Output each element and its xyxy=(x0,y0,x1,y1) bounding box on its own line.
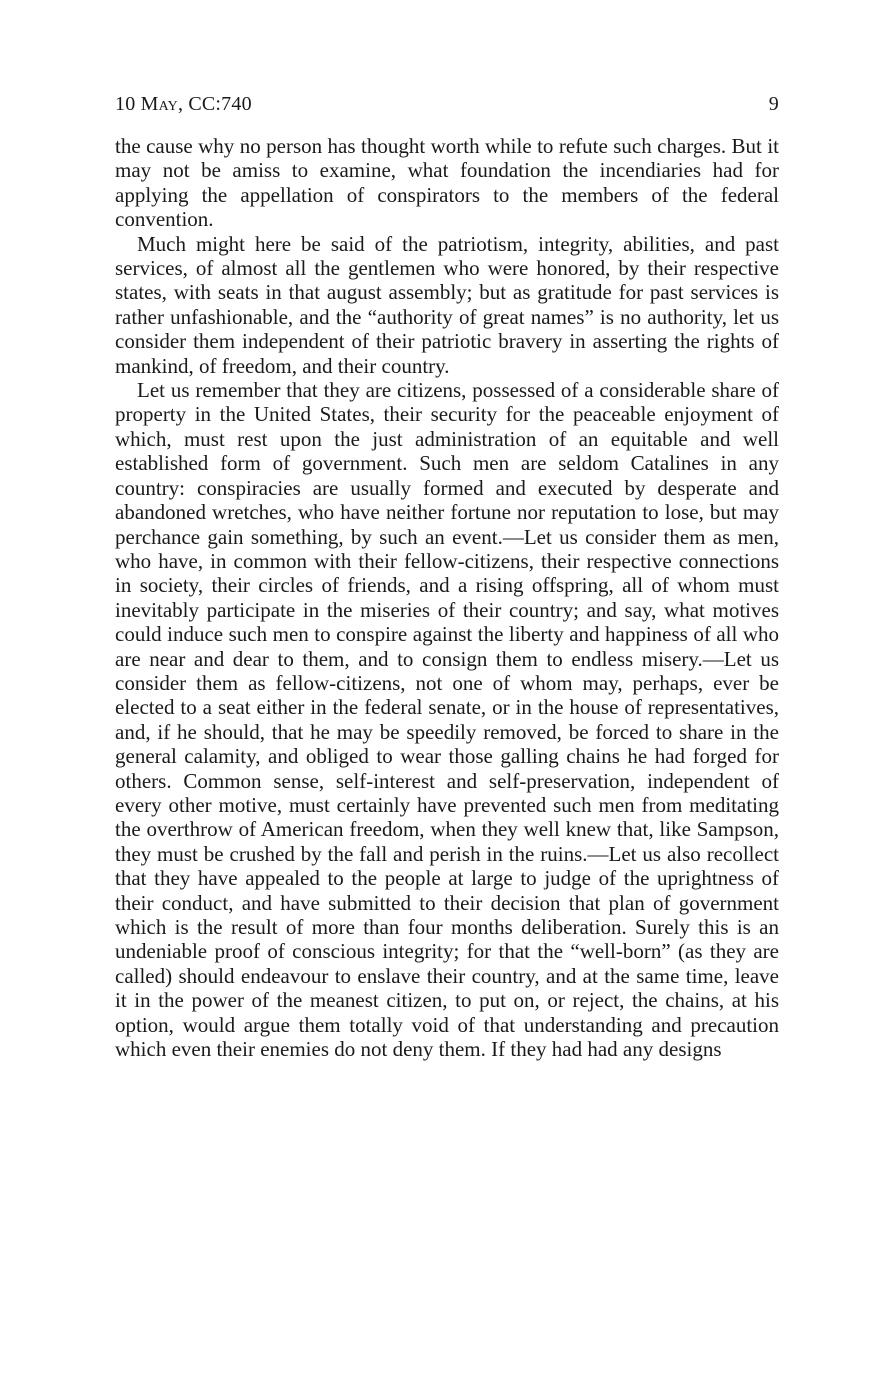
header-doc-ref: , CC:740 xyxy=(177,93,252,115)
body-text xyxy=(115,134,779,1061)
paragraph-continuation: the cause why no person has thought worth while to refute such charges. But it may not be amiss to examine, what foundation the incendiaries had for applying the appellation of conspirators to the members of the federal convention. xyxy=(115,134,779,232)
header-date: 10 xyxy=(115,93,136,115)
paragraph: Let us remember that they are citizens, possessed of a considerable share of property in the United States, their security for the peaceable enjoyment of which, must rest upon the just administration of an equitable and well established form of government. Such men are seldom Catalines in any country: conspiracies are usually formed and executed by desperate and abandoned wretches, who have neither fortune nor reputation to lose, but may perchance gain something, by such an event.—Let us consider them as men, who have, in common with their fellow-citizens, their respective connections in society, their circles of friends, and a rising offspring, all of whom must inevitably participate in the miseries of their country; and say, what motives could induce such men to conspire against the liberty and happiness of all who are near and dear to them, and to consign them to endless misery.—Let us consider them as fellow-citizens, not one of whom may, perhaps, ever be elected to a seat either in the federal senate, or in the house of representatives, and, if he should, that he may be speedily removed, be forced to share in the general calamity, and obliged to wear those galling chains he had forged for others. Common sense, self-interest and self-preservation, independent of every other motive, must certainly have prevented such men from meditating the overthrow of American freedom, when they well knew that, like Sampson, they must be crushed by the fall and perish in the ruins.—Let us also recollect that they have appealed to the people at large to judge of the uprightness of their conduct, and have submitted to their decision that plan of government which is the result of more than four months deliberation. Surely this is an undeniable proof of conscious integrity; for that the “well-born” (as they are called) should endeavour to enslave their country, and at the same time, leave it in the power of the meanest citizen, to put on, or reject, the chains, at his option, would argue them totally void of that understanding and precaution which even their enemies do not deny them. If they had had any designs xyxy=(115,378,779,1062)
paragraph: Much might here be said of the patriotism, integrity, abilities, and past services, of almost all the gentlemen who were honored, by their respective states, with seats in that august assembly; but as gratitude for past services is rather unfashionable, and the “authority of great names” is no authority, let us consider them independent of their patriotic bravery in asserting the rights of mankind, of freedom, and their country. xyxy=(115,231,779,378)
page-number: 9 xyxy=(768,93,779,115)
document-page xyxy=(115,92,779,1061)
header-month: May xyxy=(140,93,178,115)
running-head-left xyxy=(115,92,252,116)
running-head xyxy=(115,92,779,116)
